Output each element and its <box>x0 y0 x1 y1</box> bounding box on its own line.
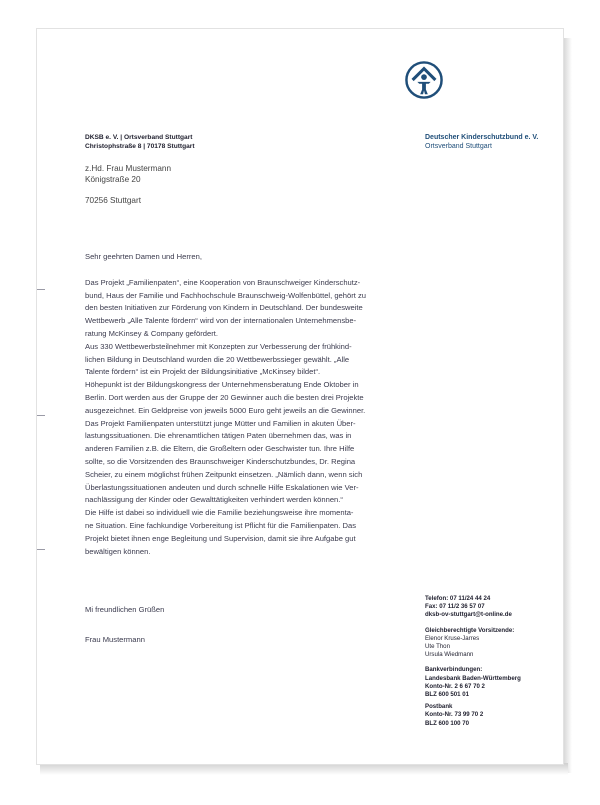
body-line: nachlässigung der Kinder oder Gewalttätigkeiten verhindert werden können.“ <box>85 495 343 505</box>
child-under-roof-logo-icon <box>405 61 443 99</box>
board-block <box>425 627 561 660</box>
recipient-attn: z.Hd. Frau Mustermann <box>85 164 171 173</box>
body-line: lastungssituationen. Die ehrenamtlichen tätigen Paten übernehmen das, was in <box>85 431 352 441</box>
sender-address-line <box>85 133 195 151</box>
closing-greeting: Mi freundlichen Grüßen <box>85 605 165 614</box>
contact-fax: Fax: 07 11/2 36 57 07 <box>425 603 485 611</box>
fold-mark-top <box>37 289 45 290</box>
bank-blz: BLZ 600 501 01 <box>425 691 470 699</box>
letter-body <box>85 251 403 558</box>
sender-line-1: DKSB e. V. | Ortsverband Stuttgart <box>85 134 193 141</box>
letter-page <box>36 28 564 765</box>
body-line: lichen Bildung in Deutschland wurden die 20 Wettbewerbssieger gewählt. „Alle <box>85 354 350 364</box>
contact-email: dksb-ov-stuttgart@t-online.de <box>425 611 512 619</box>
bank-entry <box>425 703 561 728</box>
fold-mark-bottom <box>37 549 45 550</box>
body-line: Das Projekt „Familienpaten“, eine Kooperation von Braunschweiger Kinderschutz- <box>85 277 361 287</box>
body-line: Überlastungssituationen andeuten und durch schnelle Hilfe Eskalationen wie Ver- <box>85 482 359 492</box>
body-line: den besten Initiativen zur Förderung von Kindern in Deutschland. Der bundesweite <box>85 303 363 313</box>
body-line: ratung McKinsey & Company gefördert. <box>85 328 218 338</box>
organization-name: Deutscher Kinderschutzbund e. V. <box>425 134 539 141</box>
organization-branch: Ortsverband Stuttgart <box>425 143 492 150</box>
body-line: Scheier, zu einem möglichst frühen Zeitpunkt einsetzen. „Nämlich dann, wenn sich <box>85 469 363 479</box>
board-member: Ute Thon <box>425 643 450 651</box>
board-member: Ursula Wiedmann <box>425 651 474 659</box>
contact-phone: Telefon: 07 11/24 44 24 <box>425 595 491 602</box>
recipient-address <box>85 163 171 206</box>
sender-line-2: Christophstraße 8 | 70178 Stuttgart <box>85 143 195 150</box>
body-line: Talente fördern“ ist ein Projekt der Bildungsinitiative „McKinsey bildet“. <box>85 367 321 377</box>
bank-entry <box>425 675 561 700</box>
punch-mark <box>37 415 45 416</box>
banking-heading: Bankverbindungen: <box>425 666 483 674</box>
body-line: Aus 330 Wettbewerbsteilnehmer mit Konzepten zur Verbesserung der frühkind- <box>85 341 352 351</box>
body-line: Die Hilfe ist dabei so individuell wie die Familie beziehungsweise ihre momenta- <box>85 508 354 518</box>
bank-account: Konto-Nr. 73 99 70 2 <box>425 711 484 719</box>
salutation: Sehr geehrten Damen und Herren, <box>85 252 202 261</box>
contact-block <box>425 595 561 620</box>
body-line: Projekt bietet ihnen enge Begleitung und Supervision, damit sie ihre Aufgabe gut <box>85 533 356 543</box>
body-line: Berlin. Dort werden aus der Gruppe der 20 Gewinner auch die besten drei Projekte <box>85 392 364 402</box>
bank-name: Postbank <box>425 703 453 711</box>
bank-account: Konto-Nr. 2 6 67 70 2 <box>425 682 485 690</box>
bank-blz: BLZ 600 100 70 <box>425 719 470 727</box>
body-line: sollte, so die Vorsitzenden des Braunschweiger Kinderschutzbundes, Dr. Regina <box>85 456 356 466</box>
body-line: Wettbewerb „Alle Talente fördern“ wird von der internationalen Unternehmensbe- <box>85 316 357 326</box>
body-line: Höhepunkt ist der Bildungskongress der Unternehmensberatung Ende Oktober in <box>85 380 359 390</box>
recipient-city: 70256 Stuttgart <box>85 196 141 205</box>
board-member: Elenor Kruse-Jarres <box>425 634 480 642</box>
body-line: bund, Haus der Familie und Fachhochschule Braunschweig-Wolfenbüttel, gehört zu <box>85 290 366 300</box>
body-line: ne Situation. Eine fachkundige Vorbereitung ist Pflicht für die Familienpaten. Das <box>85 520 357 530</box>
body-line: bewältigen können. <box>85 546 151 556</box>
recipient-street: Königstraße 20 <box>85 175 141 184</box>
board-heading: Gleichberechtigte Vorsitzende: <box>425 626 515 634</box>
body-line: ausgezeichnet. Ein Geldpreise von jeweils 5000 Euro geht jeweils an die Gewinner. <box>85 405 366 415</box>
bank-name: Landesbank Baden-Württemberg <box>425 674 521 682</box>
body-line: Das Projekt Familienpaten unterstützt junge Mütter und Familien in akuten Über- <box>85 418 356 428</box>
contact-sidebar <box>425 595 561 728</box>
organization-block <box>425 133 538 151</box>
body-line: anderen Familien z.B. die Eltern, die Großeltern oder Geschwister tun. Ihre Hilfe <box>85 444 355 454</box>
signer-name: Frau Mustermann <box>85 635 145 644</box>
banking-block <box>425 666 561 727</box>
